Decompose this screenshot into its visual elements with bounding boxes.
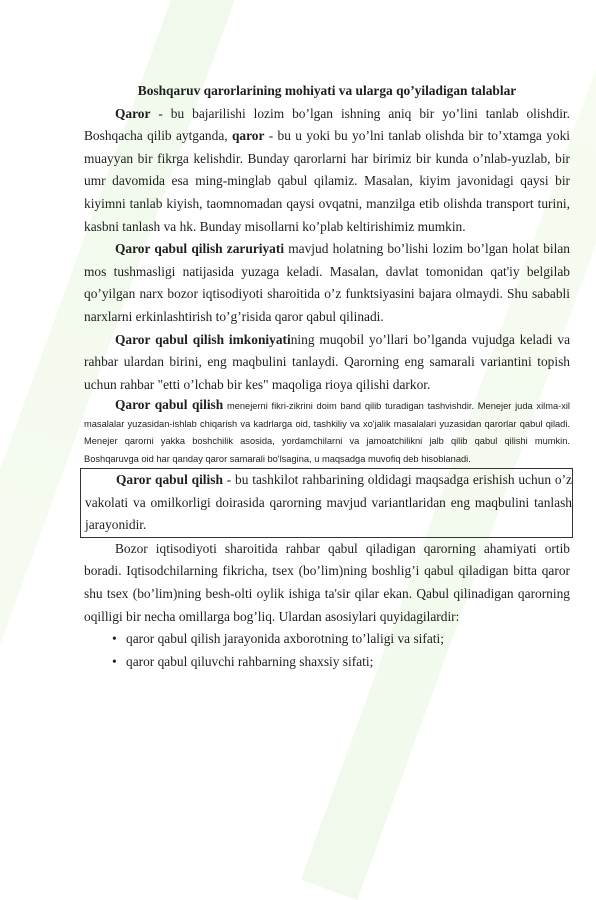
- bullet-icon: •: [112, 631, 117, 647]
- list-item: • qaror qabul qiluvchi rahbarning shaxsiy sifati;: [112, 651, 570, 674]
- paragraph-qaror-definition: Qaror - bu bajarilishi lozim bo’lgan ishning aniq bir yo’lini tanlab olishdir. Boshqacha qilib aytganda, qaror - bu u yoki bu yo’lni tanlab olishda bir to’xtamga yoki muayyan bir fikrga kelishdir. Bunday qarorlarni har birimiz bir kunda o’nlab-yuzlab, bir umr davomida esa ming-minglab qabul qilamiz. Masalan, kiyim javonidagi qaysi bir kiyimni tanlab kiyish, taomnomadan qaysi ovqatni, manzilga etib olishda transport turini, kasbni tanlash va hk. Bunday misollarni ko’plab keltirishimiz mumkin.: [84, 105, 570, 234]
- document-page: [84, 80, 570, 673]
- document-title: Boshqaruv qarorlarining mohiyati va ularga qo’yiladigan talablar: [137, 83, 517, 98]
- term-qaror-2: qaror: [231, 128, 265, 144]
- definition-box: [80, 468, 573, 538]
- term-imkoniyat: Qaror qabul qilish imkoniyati: [115, 331, 291, 347]
- term-qaror-qabul-qilish-def: Qaror qabul qilish: [116, 471, 223, 487]
- term-zaruriyat: Qaror qabul qilish zaruriyati: [115, 241, 285, 257]
- factor-list: [84, 628, 570, 673]
- paragraph-imkoniyat: Qaror qabul qilish imkoniyatining muqobil yo’llari bo’lganda vujudga keladi va rahbar ulardan birini, eng maqbulini tanlaydi. Qarorning eng samarali variantini topish uchun rahbar "etti o’lchab bir kes" maqoliga rioya qilishi darkor.: [84, 331, 571, 392]
- paragraph-menejer: Qaror qabul qilish menejerni fikri-zikrini doim band qilib turadigan tashvishdir. Menejer juda xilma-xil masalalar yuzasidan-ishlab chiqarish va kadrlarga oid, tashkiliy va xo'jalik masalalari yuzasidan qarorlar qabul qiladi. Menejer qarorni yakka boshchilik asosida, yordamchilarni va jamoatchilikni jalb qilib qabul qilishi mumkin. Boshqaruvga oid har qanday qaror samarali bo'lsagina, u maqsadga muvofiq deb hisoblanadi.: [84, 397, 570, 464]
- term-qaror: Qaror: [115, 105, 151, 121]
- bullet-icon: •: [112, 653, 117, 669]
- term-qaror-qabul-qilish: Qaror qabul qilish: [115, 397, 224, 413]
- paragraph-definition: Qaror qabul qilish - bu tashkilot rahbarining oldidagi maqsadga erishish uchun o’z vakolati va omilkorligi doirasida qarorning mavjud variantlaridan eng maqbulini tanlash jarayonidir.: [85, 471, 572, 533]
- paragraph-bozor: Bozor iqtisodiyoti sharoitida rahbar qabul qiladigan qarorning ahamiyati ortib boradi. Iqtisodchilarning fikricha, tsex (bo’lim)ning boshlig’i qabul qiladigan bitta qaror shu tsex (bo’lim)ning besh-olti oylik ishiga ta'sir qilar ekan. Qabul qilinadigan qarorning oqilligi bir necha omillarga bog’liq. Ulardan asosiylari quyidagilardir:: [84, 540, 570, 624]
- paragraph-zaruriyat: Qaror qabul qilish zaruriyati mavjud holatning bo’lishi lozim bo’lgan holat bilan mos tushmasligi natijasida yuzaga keladi. Masalan, davlat tomonidan qat'iy belgilab qo’yilgan narx bozor iqtisodiyoti sharoitida o’z funktsiyasini bajara olmaydi. Shu sababli narxlarni erkinlashtirish to’g’risida qaror qabul qilinadi.: [84, 241, 570, 324]
- list-item: • qaror qabul qilish jarayonida axborotning to’laligi va sifati;: [112, 628, 570, 651]
